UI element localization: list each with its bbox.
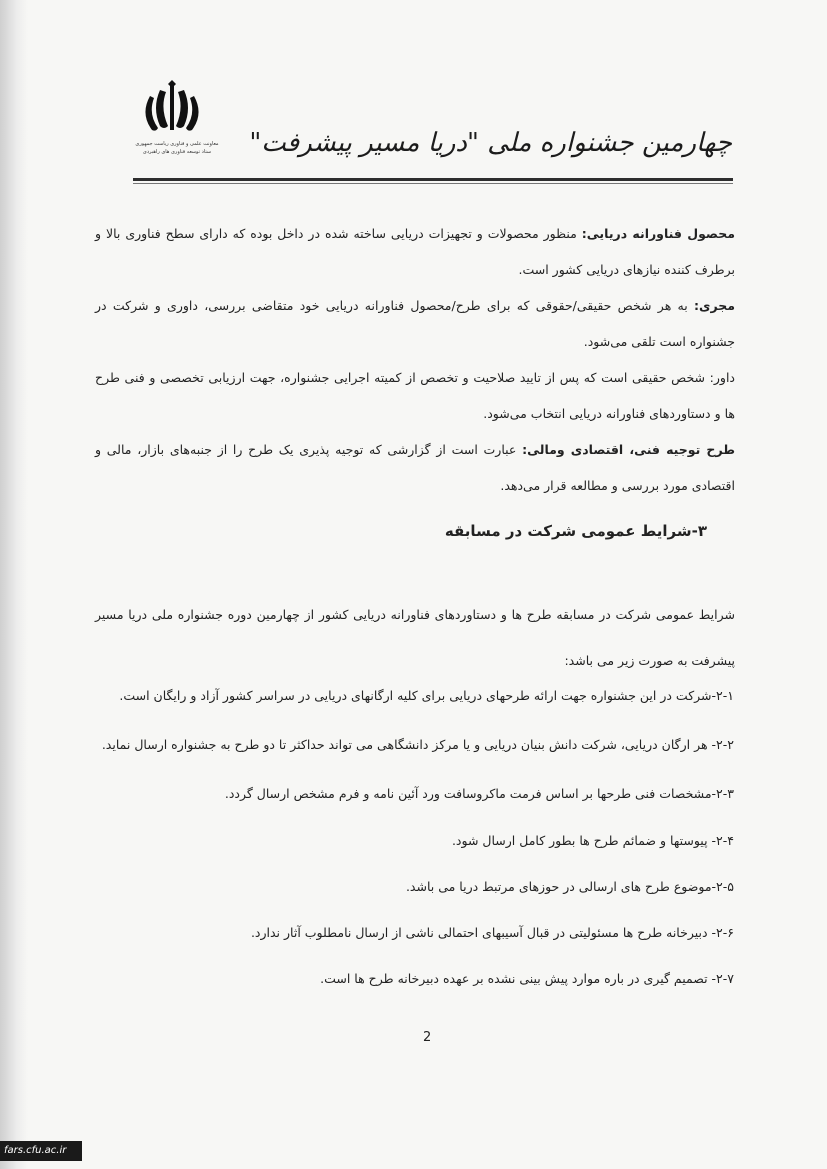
definition-text: داور: شخص حقیقی است که پس از تایید صلاحیت و تخصص از کمیته اجرایی جشنواره، جهت ارزیابی تخصصی و فنی طرح ها و دستاوردهای فناورانه دریایی انتخاب می‌شود. [95,370,735,421]
section-heading: ۳-شرایط عمومی شرکت در مسابقه [444,522,707,540]
definition-product [95,216,735,288]
festival-title: چهارمین جشنواره ملی "دریا مسیر پیشرفت" [249,128,732,158]
rule-item: ۲-۶- دبیرخانه طرح ها مسئولیتی در قبال آسیبهای احتمالی ناشی از ارسال نامطلوب آثار ندارد. [250,925,734,940]
definition-term: محصول فناورانه دریایی: [581,226,735,241]
rule-item: ۲-۴- پیوستها و ضمائم طرح ها بطور کامل ارسال شود. [451,833,734,848]
header-divider [133,178,733,181]
definition-term: مجری: [694,298,735,313]
rule-item: ۲-۲- هر ارگان دریایی، شرکت دانش بنیان دریایی و یا مرکز دانشگاهی می تواند حداکثر تا دو طرح به جشنواره ارسال نماید. [101,737,734,752]
page-number: 2 [423,1030,432,1045]
header-divider-thin [133,183,733,184]
definition-executor [95,288,735,360]
emblem-caption: معاونت علمی و فناوری ریاست جمهوری ستاد توسعه فناوری های راهبردی [135,141,219,155]
page-header [0,0,827,190]
section-intro [95,592,735,684]
section-intro-text: شرایط عمومی شرکت در مسابقه طرح ها و دستاوردهای فناورانه دریایی کشور از چهارمین دوره جشنواره ملی دریا مسیر پیشرفت به صورت زیر می باشد: [95,607,735,668]
definition-term: طرح توجیه فنی، اقتصادی ومالی: [522,442,735,457]
rule-item: ۲-۷- تصمیم گیری در باره موارد پیش بینی نشده بر عهده دبیرخانه طرح ها است. [320,971,734,986]
definition-text: منظور محصولات و تجهیزات دریایی ساخته شده در داخل بوده که دارای سطح فناوری بالا و برطرف کننده نیازهای دریایی کشور است. [95,226,735,277]
definition-text: به هر شخص حقیقی/حقوقی که برای طرح/محصول فناورانه دریایی خود متقاضی بررسی، داوری و شرکت در جشنواره است تلقی می‌شود. [95,298,735,349]
definition-text: عبارت است از گزارشی که توجیه پذیری یک طرح را از جنبه‌های بازار، مالی و اقتصادی مورد بررسی و مطالعه قرار می‌دهد. [95,442,735,493]
definition-feasibility [95,432,735,504]
definitions-block [95,216,735,504]
rule-item: ۲-۱-شرکت در این جشنواره جهت ارائه طرحهای دریایی برای کلیه ارگانهای دریایی در سراسر کشور آزاد و رایگان است. [119,688,734,703]
rule-item: ۲-۳-مشخصات فنی طرحها بر اساس فرمت ماکروسافت ورد آئین نامه و فرم مشخص ارسال گردد. [224,786,734,801]
rule-item: ۲-۵-موضوع طرح های ارسالی در حوزهای مرتبط دریا می باشد. [405,879,734,894]
site-watermark: fars.cfu.ac.ir [0,1141,82,1161]
definition-judge [95,360,735,432]
iran-emblem-icon [138,80,206,170]
